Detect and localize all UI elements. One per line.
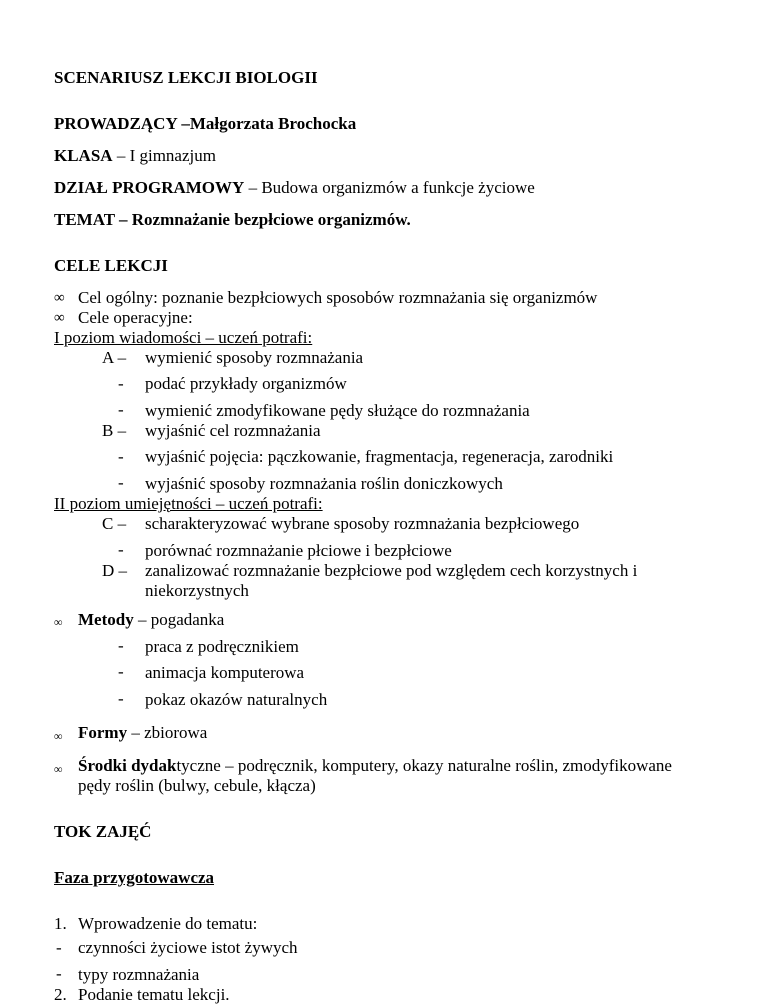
infinity-bullet-icon: ∞ (54, 729, 63, 743)
infinity-bullet-icon: ∞ (54, 615, 63, 629)
course-heading: TOK ZAJĘĆ (54, 822, 152, 841)
section-value: – Budowa organizmów a funkcje życiowe (244, 178, 535, 197)
infinity-bullet-icon: ∞ (54, 762, 63, 776)
method-item: pokaz okazów naturalnych (145, 690, 328, 709)
means-rest: tyczne – podręcznik, komputery, okazy naturalne roślin, zmodyfikowane (176, 756, 672, 775)
goal-c2: porównać rozmnażanie płciowe i bezpłciowe (145, 541, 452, 560)
goal-b-label: B – (102, 421, 127, 440)
class-line (54, 146, 216, 166)
goal-c-label: C – (102, 514, 127, 533)
class-label: KLASA (54, 146, 113, 165)
step-1-sub-2: typy rozmnażania (78, 965, 200, 984)
dash-bullet-icon: - (56, 938, 62, 957)
teacher-label: PROWADZĄCY – (54, 114, 190, 133)
means-line-2: pędy roślin (bulwy, cebule, kłącza) (78, 776, 316, 795)
dash-bullet-icon: - (118, 540, 124, 559)
methods-label: Metody (78, 610, 134, 629)
general-goal: Cel ogólny: poznanie bezpłciowych sposobów rozmnażania się organizmów (78, 288, 598, 307)
level-1-heading: I poziom wiadomości – uczeń potrafi: (54, 328, 313, 347)
forms-line (78, 723, 207, 743)
dash-bullet-icon: - (118, 400, 124, 419)
step-2: Podanie tematu lekcji. (78, 985, 230, 1004)
dash-bullet-icon: - (118, 447, 124, 466)
method-item: praca z podręcznikiem (145, 637, 299, 656)
dash-bullet-icon: - (118, 662, 124, 681)
dash-bullet-icon: - (118, 689, 124, 708)
goal-d1-line1: zanalizować rozmnażanie bezpłciowe pod względem cech korzystnych i (145, 561, 638, 580)
goal-a1: wymienić sposoby rozmnażania (145, 348, 364, 367)
methods-line (78, 610, 224, 630)
goal-a-label: A – (102, 348, 127, 367)
infinity-bullet-icon: ∞ (54, 290, 65, 306)
teacher-line (54, 114, 356, 134)
class-value: – I gimnazjum (112, 146, 216, 165)
goal-c1: scharakteryzować wybrane sposoby rozmnażania bezpłciowego (145, 514, 580, 533)
goal-a2: podać przykłady organizmów (145, 374, 347, 393)
goal-d-label: D – (102, 561, 128, 580)
dash-bullet-icon: - (56, 964, 62, 983)
step-1: Wprowadzenie do tematu: (78, 914, 258, 933)
method-item: animacja komputerowa (145, 663, 305, 682)
level-2-heading: II poziom umiejętności – uczeń potrafi: (54, 494, 323, 513)
dash-bullet-icon: - (118, 636, 124, 655)
means-line (78, 756, 672, 776)
step-1-number: 1. (54, 914, 67, 933)
lesson-topic: TEMAT – Rozmnażanie bezpłciowe organizmów. (54, 210, 411, 229)
section-label: DZIAŁ PROGRAMOWY (54, 178, 245, 197)
methods-first: – pogadanka (133, 610, 225, 629)
step-2-number: 2. (54, 985, 67, 1004)
dash-bullet-icon: - (118, 374, 124, 393)
step-1-sub-1: czynności życiowe istot żywych (78, 938, 298, 957)
document-title: SCENARIUSZ LEKCJI BIOLOGII (54, 68, 318, 87)
goal-b3: wyjaśnić sposoby rozmnażania roślin doniczkowych (145, 474, 503, 493)
goals-heading: CELE LEKCJI (54, 256, 168, 275)
means-label: Środki dydak (78, 756, 177, 775)
goal-b2: wyjaśnić pojęcia: pączkowanie, fragmentacja, regeneracja, zarodniki (145, 447, 614, 466)
infinity-bullet-icon: ∞ (54, 310, 65, 326)
forms-label: Formy (78, 723, 128, 742)
goal-a3: wymienić zmodyfikowane pędy służące do rozmnażania (145, 401, 530, 420)
goal-d1-line2: niekorzystnych (145, 581, 249, 600)
forms-value: – zbiorowa (127, 723, 208, 742)
operational-goals-label: Cele operacyjne: (78, 308, 193, 327)
section-line (54, 178, 535, 198)
phase-heading: Faza przygotowawcza (54, 868, 215, 887)
dash-bullet-icon: - (118, 473, 124, 492)
goal-b1: wyjaśnić cel rozmnażania (145, 421, 321, 440)
teacher-name: Małgorzata Brochocka (189, 114, 357, 133)
